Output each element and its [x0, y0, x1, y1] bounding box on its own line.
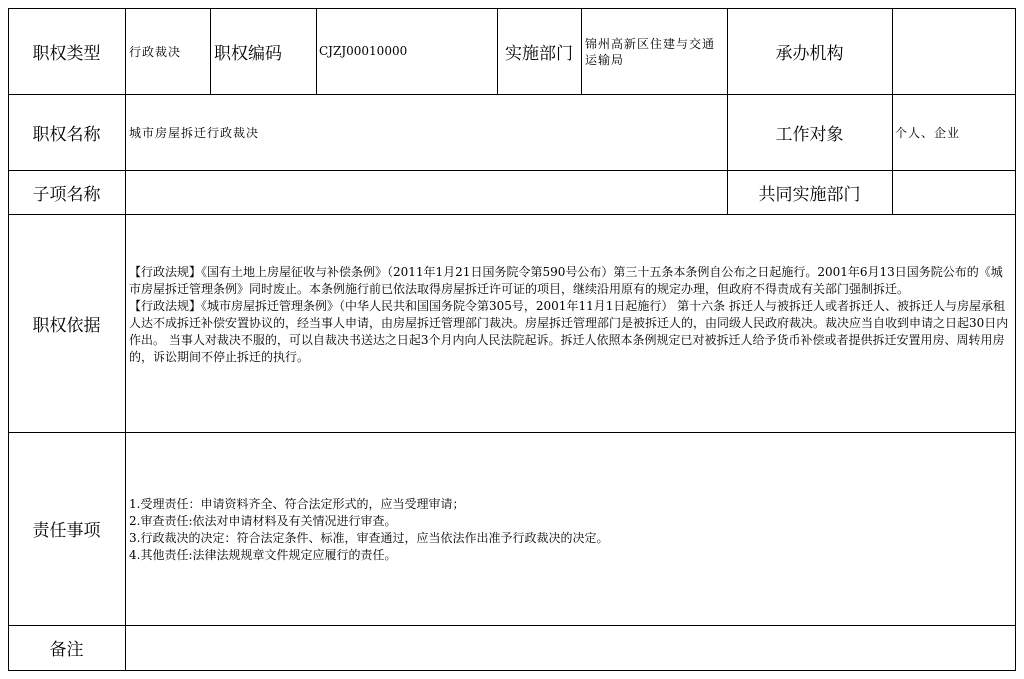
name-label: 职权名称 [8, 94, 126, 171]
duty-cell [125, 432, 1016, 626]
basis-label: 职权依据 [8, 214, 126, 433]
code-value: CJZJ00010000 [316, 8, 498, 95]
sub-value [125, 170, 728, 215]
duty-label: 责任事项 [8, 432, 126, 626]
duty-text: 1.受理责任：申请资料齐全、符合法定形式的，应当受理审请； 2.审查责任:依法对申请材料及有关情况进行审查。 3.行政裁决的决定：符合法定条件、标准，审查通过，应当依法作出准予行政裁决的决定。 4.其他责任:法律法规规章文件规定应履行的责任。 [129, 497, 609, 562]
sub-label: 子项名称 [8, 170, 126, 215]
name-value: 城市房屋拆迁行政裁决 [125, 94, 728, 171]
remark-label: 备注 [8, 625, 126, 671]
dept-label: 实施部门 [497, 8, 582, 95]
type-label: 职权类型 [8, 8, 126, 95]
basis-cell [125, 214, 1016, 433]
org-value [892, 8, 1016, 95]
target-value: 个人、企业 [892, 94, 1016, 171]
remark-value [125, 625, 1016, 671]
org-label: 承办机构 [727, 8, 893, 95]
code-label: 职权编码 [210, 8, 317, 95]
type-value: 行政裁决 [125, 8, 211, 95]
basis-text: 【行政法规】《国有土地上房屋征收与补偿条例》（2011年1月21日国务院令第590号公布）第三十五条本条例自公布之日起施行。2001年6月13日国务院公布的《城市房屋拆迁管理条例》同时废止。本条例施行前已依法取得房屋拆迁许可证的项目，继续沿用原有的规定办理，但政府不得责成有关部门强制拆迁。 【行政法规】《城市房屋拆迁管理条例》（中华人民共和国国务院令第305号，2001年11月1日起施行） 第十六条 拆迁人与被拆迁人或者拆迁人、被拆迁人与房屋承租人达不成拆迁补偿安置协议的，经当事人申请，由房屋拆迁管理部门裁决。房屋拆迁管理部门是被拆迁人的，由同级人民政府裁决。裁决应当自收到申请之日起30日内作出。 当事人对裁决不服的，可以自裁决书送达之日起3个月内向人民法院起诉。拆迁人依照本条例规定已对被拆迁人给予货币补偿或者提供拆迁安置用房、周转用房的，诉讼期间不停止拆迁的执行。 [129, 265, 1009, 364]
target-label: 工作对象 [727, 94, 893, 171]
dept-value: 锦州高新区住建与交通运输局 [581, 8, 728, 95]
joint-value [892, 170, 1016, 215]
joint-label: 共同实施部门 [727, 170, 893, 215]
